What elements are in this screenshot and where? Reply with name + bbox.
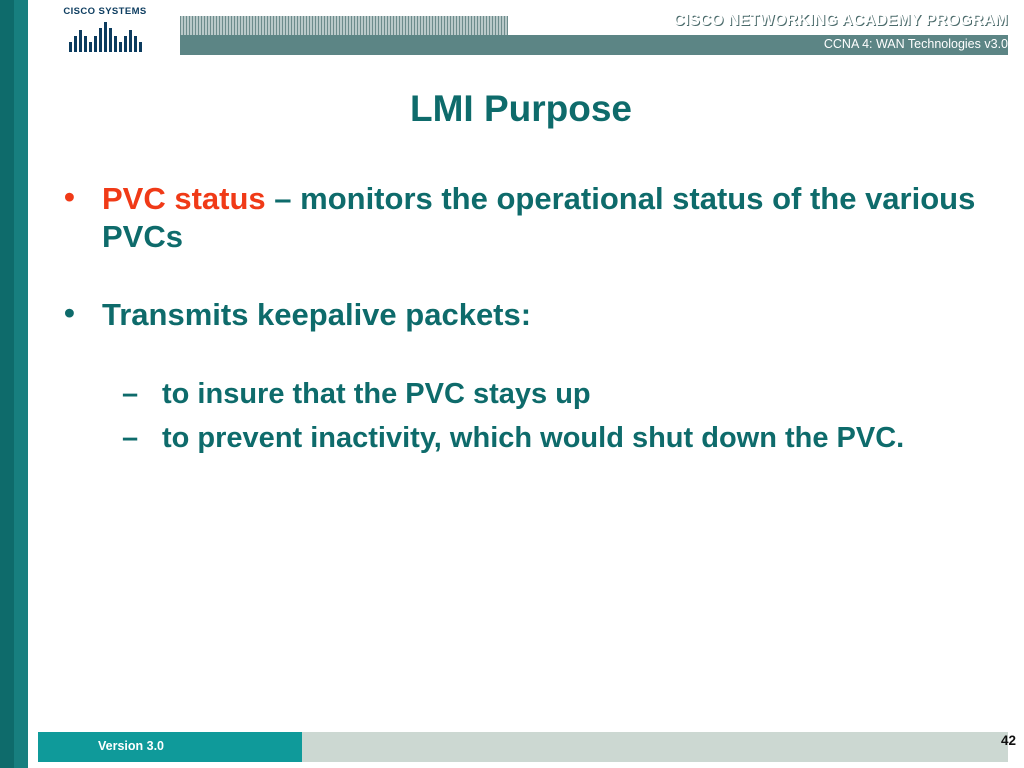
footer-left-accent <box>14 728 28 768</box>
sub-bullet-text: to prevent inactivity, which would shut down the PVC. <box>162 422 905 455</box>
slide-body <box>54 180 1004 465</box>
bullet-text: Transmits keepalive packets: <box>102 296 532 332</box>
footer-version-band <box>38 732 302 762</box>
bullet-highlight-text: PVC status <box>102 181 266 216</box>
slide-header <box>14 0 1024 62</box>
sub-bullet-text: to insure that the PVC stays up <box>162 378 591 411</box>
course-subtitle: CCNA 4: WAN Technologies v3.0 <box>823 37 1008 51</box>
cisco-bridge-icon <box>54 19 156 52</box>
footer-version-label: Version 3.0 <box>98 739 165 753</box>
bullet-item <box>54 296 1004 334</box>
bullet-text: – monitors the operational status of the various PVCs <box>102 181 976 254</box>
sub-bullet-marker: – <box>122 422 139 455</box>
academy-program-title: CISCO NETWORKING ACADEMY PROGRAM <box>673 12 1008 29</box>
footer-gray-band <box>302 732 1008 762</box>
cisco-logo-text: CISCO SYSTEMS <box>54 4 156 19</box>
bullet-marker: • <box>64 179 75 214</box>
cisco-systems-logo <box>54 4 156 52</box>
sub-bullet-item <box>54 421 1004 457</box>
bullet-item <box>54 180 1004 256</box>
slide-footer <box>14 728 1024 768</box>
bullet-marker: • <box>64 294 75 330</box>
spacer <box>54 282 1004 296</box>
header-hatch-bar <box>180 16 508 35</box>
sub-bullet-marker: – <box>122 378 139 411</box>
spacer <box>54 359 1004 377</box>
sub-bullet-item <box>54 377 1004 413</box>
page-title: LMI Purpose <box>409 88 633 129</box>
page-number: 42 <box>1000 733 1016 748</box>
